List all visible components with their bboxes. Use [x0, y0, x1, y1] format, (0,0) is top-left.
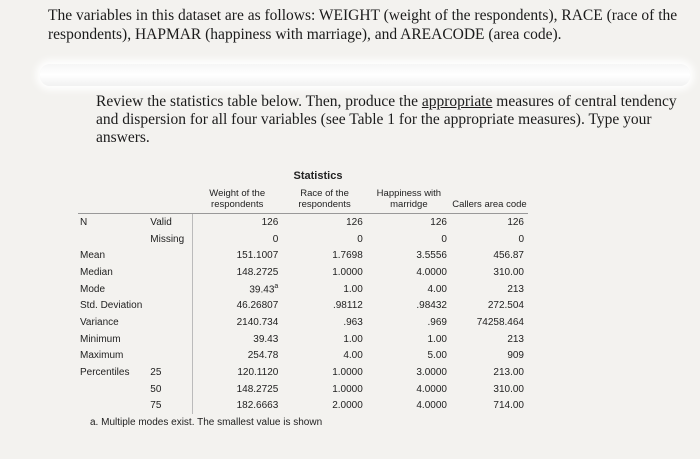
- cell-value: [367, 331, 451, 348]
- cell-text: 2.0000: [332, 400, 363, 412]
- row-label: Variance: [80, 316, 119, 328]
- cell-text: 126: [346, 216, 363, 228]
- row-sublabel: 50: [150, 383, 162, 395]
- table-row: [78, 398, 528, 415]
- cell-value: [282, 281, 367, 298]
- cell-text: 3.5556: [416, 250, 447, 262]
- cell-text: 310.00: [493, 266, 524, 278]
- cell-value: [367, 381, 451, 398]
- cell-text: 5.00: [427, 350, 447, 362]
- cell-text: .98112: [332, 300, 363, 312]
- row-sublabel: Valid: [146, 214, 192, 231]
- cell-value: [282, 348, 367, 365]
- statistics-table-panel: [78, 170, 528, 428]
- cell-text: .963: [343, 316, 363, 328]
- cell-text: 4.00: [343, 350, 363, 362]
- cell-value: [367, 247, 451, 264]
- cell-value: [192, 297, 282, 314]
- row-sublabel: [146, 331, 192, 348]
- cell-value: [451, 314, 528, 331]
- cell-value: [282, 364, 367, 381]
- table-row: [78, 297, 528, 314]
- cell-text: 126: [507, 216, 524, 228]
- cell-value: [367, 214, 451, 231]
- row-sublabel: [146, 281, 192, 298]
- cell-value: [367, 297, 451, 314]
- cell-value: [451, 281, 528, 298]
- cell-value: [192, 214, 282, 231]
- cell-value: [282, 314, 367, 331]
- cell-value: [367, 364, 451, 381]
- cell-value: [451, 381, 528, 398]
- cell-text: 151.1007: [236, 250, 279, 262]
- cell-value: [192, 331, 282, 348]
- cell-text: 126: [430, 216, 447, 228]
- cell-value: [451, 297, 528, 314]
- table-row: [78, 214, 528, 231]
- obscured-region: [40, 64, 690, 86]
- row-sublabel: 25: [150, 367, 162, 379]
- cell-text: 46.26807: [236, 300, 279, 312]
- cell-text: 0: [441, 233, 447, 245]
- cell-value: [451, 398, 528, 415]
- cell-text: 213.00: [493, 367, 524, 379]
- row-sublabel: [146, 348, 192, 365]
- cell-value: [451, 348, 528, 365]
- cell-value: [451, 264, 528, 281]
- intro-text: The variables in this dataset are as follows: WEIGHT (weight of the respondents), RACE (race of the respondents), HAPMAR (happiness with marriage), and AREACODE (area code).: [48, 7, 678, 43]
- cell-value: [451, 247, 528, 264]
- row-label: [78, 398, 146, 415]
- cell-value: [192, 398, 282, 415]
- cell-value: [451, 364, 528, 381]
- cell-text: 74258.464: [476, 316, 524, 328]
- header-race: Race of the respondents: [298, 188, 351, 210]
- row-sublabel: [146, 314, 192, 331]
- table-footnote: a. Multiple modes exist. The smallest value is shown: [90, 417, 323, 429]
- cell-text: 182.6663: [236, 400, 279, 412]
- instruction-paragraph: [96, 93, 686, 147]
- header-weight: Weight of the respondents: [209, 188, 266, 210]
- cell-text: 1.00: [343, 333, 363, 345]
- cell-text: 1.00: [427, 333, 447, 345]
- row-label: Std. Deviation: [80, 300, 143, 312]
- cell-value: [451, 331, 528, 348]
- cell-text: .98432: [416, 300, 447, 312]
- cell-value: [282, 398, 367, 415]
- cell-text: 4.0000: [416, 266, 447, 278]
- intro-paragraph: [48, 6, 688, 44]
- cell-text: 2140.734: [236, 316, 279, 328]
- cell-value: [192, 381, 282, 398]
- cell-text: 120.1120: [237, 367, 279, 379]
- row-label: N: [78, 214, 146, 231]
- table-row: [78, 348, 528, 365]
- cell-value: [367, 264, 451, 281]
- row-label: Mode: [80, 283, 106, 295]
- cell-value: [367, 348, 451, 365]
- footnote-marker: a: [274, 282, 279, 290]
- cell-text: 4.0000: [416, 400, 447, 412]
- cell-text: 213: [507, 333, 524, 345]
- cell-value: [192, 231, 282, 248]
- header-area-code: Callers area code: [452, 199, 527, 210]
- cell-text: 1.7698: [332, 250, 363, 262]
- cell-text: 126: [261, 216, 279, 228]
- cell-value: [451, 231, 528, 248]
- cell-value: [367, 231, 451, 248]
- cell-text: 1.00: [343, 283, 363, 295]
- cell-text: 1.0000: [332, 367, 363, 379]
- cell-text: 39.43: [249, 284, 275, 296]
- cell-text: .969: [427, 316, 447, 328]
- table-row: [78, 331, 528, 348]
- cell-value: [367, 281, 451, 298]
- row-sublabel: 75: [150, 400, 162, 412]
- row-sublabel: [146, 264, 192, 281]
- cell-value: [367, 398, 451, 415]
- row-label: Minimum: [80, 333, 121, 345]
- cell-value: [282, 247, 367, 264]
- cell-value: [192, 364, 282, 381]
- cell-text: 148.2725: [236, 266, 279, 278]
- table-row: [78, 231, 528, 248]
- cell-value: [282, 331, 367, 348]
- cell-text: 39.43: [253, 333, 279, 345]
- review-underlined-word: appropriate: [421, 93, 493, 110]
- review-text-end: measures of central tendency and dispersion for all four variables (see Table 1 for the appropriate measures). Type your answers.: [96, 93, 677, 146]
- cell-text: 272.504: [487, 300, 524, 312]
- cell-value: [282, 214, 367, 231]
- row-label: [78, 381, 146, 398]
- cell-value: [451, 214, 528, 231]
- header-happiness: Happiness with marridge: [376, 188, 442, 210]
- row-label: Mean: [80, 250, 106, 262]
- review-text-start: Review the statistics table below. Then, produce the: [96, 93, 422, 110]
- row-label: Maximum: [80, 350, 124, 362]
- table-row: [78, 381, 528, 398]
- table-row: [78, 281, 528, 298]
- cell-value: [282, 381, 367, 398]
- statistics-title: Statistics: [293, 170, 343, 182]
- statistics-table: [78, 186, 528, 414]
- table-row: [78, 247, 528, 264]
- cell-text: 909: [507, 350, 524, 362]
- row-sublabel: [146, 297, 192, 314]
- cell-text: 0: [518, 233, 524, 245]
- cell-value: [192, 247, 282, 264]
- cell-value: [282, 231, 367, 248]
- cell-text: 213: [507, 283, 524, 295]
- cell-text: 4.00: [427, 283, 447, 295]
- cell-text: 310.00: [493, 383, 524, 395]
- cell-value: [192, 348, 282, 365]
- cell-text: 456.87: [493, 250, 524, 262]
- cell-text: 0: [272, 233, 279, 245]
- cell-value: [367, 314, 451, 331]
- cell-text: 4.0000: [416, 383, 447, 395]
- table-row: [78, 264, 528, 281]
- cell-text: 3.0000: [416, 367, 447, 379]
- row-sublabel: Missing: [150, 233, 185, 245]
- cell-value: [192, 314, 282, 331]
- cell-text: 1.0000: [332, 383, 363, 395]
- cell-text: 254.78: [247, 350, 279, 362]
- row-label: Median: [80, 266, 113, 278]
- cell-value: [282, 264, 367, 281]
- cell-value: [192, 281, 282, 298]
- table-row: [78, 314, 528, 331]
- row-sublabel: [146, 247, 192, 264]
- cell-text: 0: [357, 233, 363, 245]
- cell-value: [282, 297, 367, 314]
- cell-text: 148.2725: [236, 383, 279, 395]
- cell-text: 714.00: [493, 400, 524, 412]
- row-label: Percentiles: [80, 367, 130, 379]
- cell-value: [192, 264, 282, 281]
- table-row: [78, 364, 528, 381]
- row-label: [78, 231, 146, 248]
- cell-text: 1.0000: [332, 266, 363, 278]
